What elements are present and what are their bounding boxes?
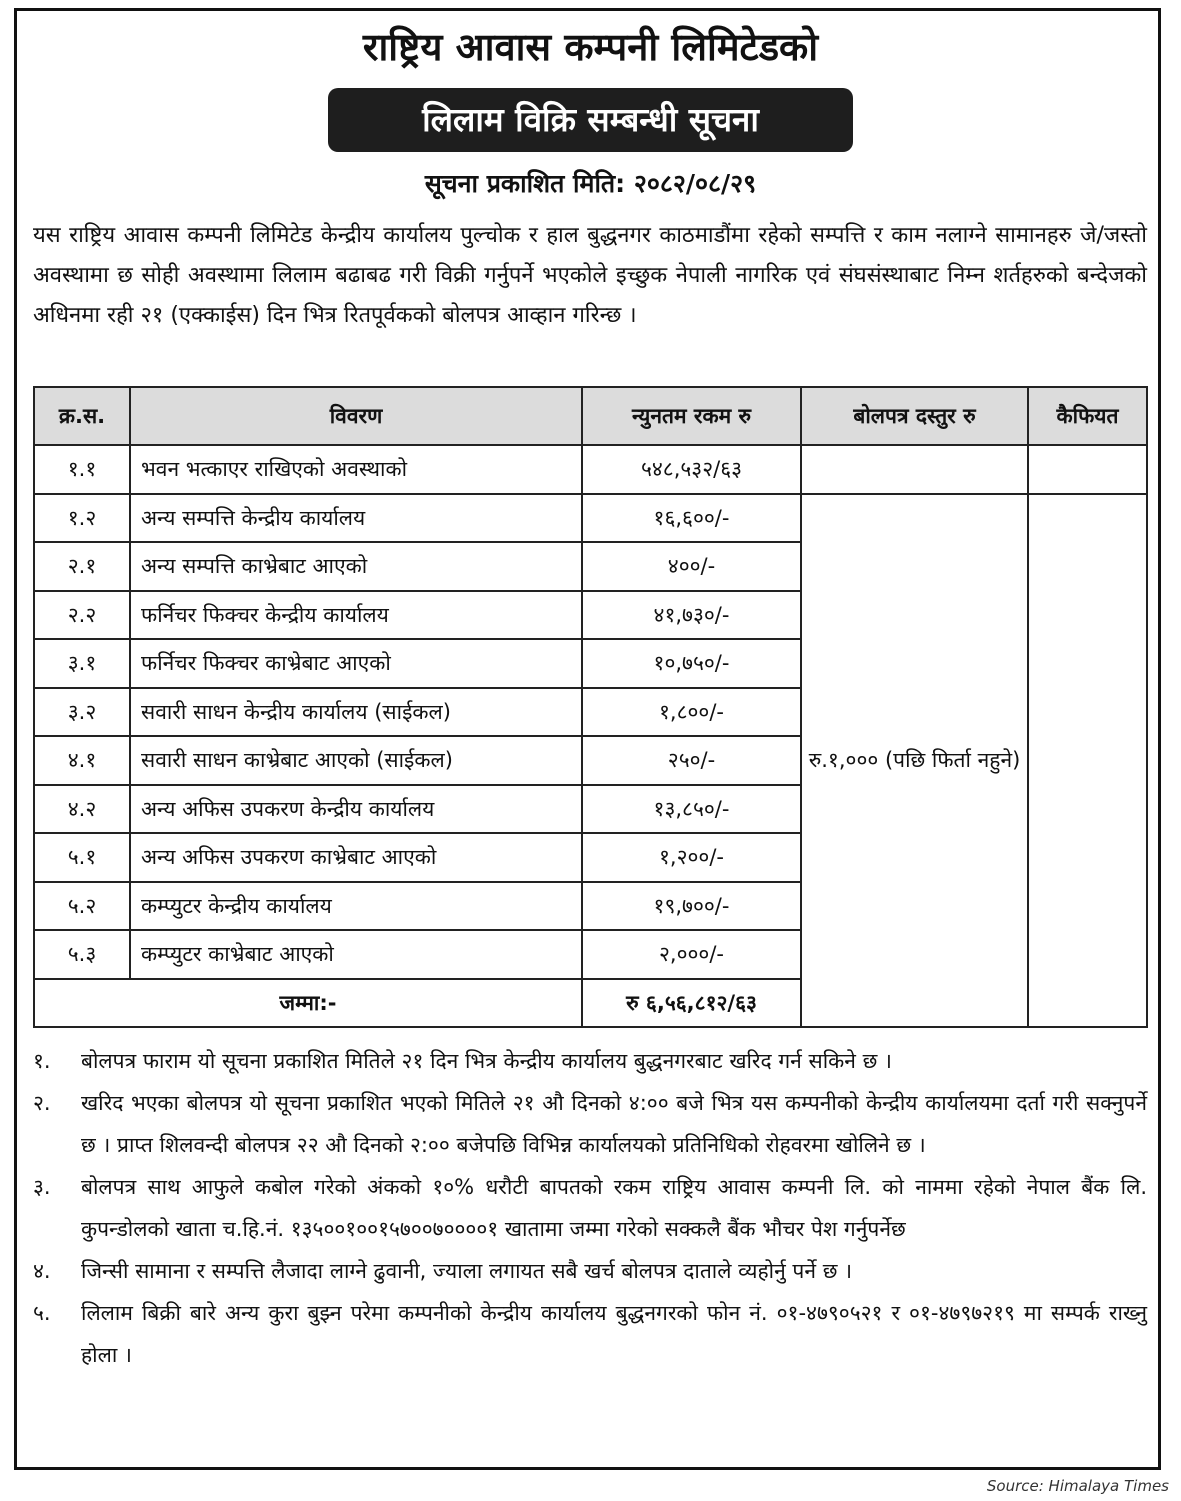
org-title: राष्ट्रिय आवास कम्पनी लिमिटेडको <box>362 25 819 69</box>
term-number: २. <box>33 1091 51 1115</box>
table-row <box>34 445 1147 494</box>
row-sn: २.१ <box>34 542 130 591</box>
row-description: फर्निचर फिक्चर केन्द्रीय कार्यालय <box>130 591 582 640</box>
row-fee-empty <box>801 445 1028 494</box>
bid-fee-cell: रु.१,००० (पछि फिर्ता नहुने) <box>801 494 1028 1028</box>
col-header-min-amount: न्युनतम रकम रु <box>582 387 801 445</box>
row-description: अन्य सम्पत्ति केन्द्रीय कार्यालय <box>130 494 582 543</box>
term-item <box>33 1166 1147 1250</box>
row-description: सवारी साधन काभ्रेबाट आएको (साईकल) <box>130 736 582 785</box>
term-text: लिलाम बिक्री बारे अन्य कुरा बुझ्न परेमा कम्पनीको केन्द्रीय कार्यालय बुद्धनगरको फोन नं. ०१-४७९०५२१ र ०१-४७९७२१९ मा सम्पर्क राख्नु होला । <box>81 1301 1147 1367</box>
row-sn: १.२ <box>34 494 130 543</box>
row-description: सवारी साधन केन्द्रीय कार्यालय (साईकल) <box>130 688 582 737</box>
term-number: ४. <box>33 1259 51 1283</box>
col-header-description: विवरण <box>130 387 582 445</box>
row-amount: १,८००/- <box>582 688 801 737</box>
term-item <box>33 1040 1147 1082</box>
row-description: कम्प्युटर केन्द्रीय कार्यालय <box>130 882 582 931</box>
row-sn: १.१ <box>34 445 130 494</box>
row-description: अन्य सम्पत्ति काभ्रेबाट आएको <box>130 542 582 591</box>
row-amount: १०,७५०/- <box>582 639 801 688</box>
row-amount: ४१,७३०/- <box>582 591 801 640</box>
total-value: रु ६,५६,८१२/६३ <box>582 979 801 1028</box>
term-item <box>33 1250 1147 1292</box>
row-amount: १,२००/- <box>582 833 801 882</box>
row-description: कम्प्युटर काभ्रेबाट आएको <box>130 930 582 979</box>
row-sn: ३.१ <box>34 639 130 688</box>
row-amount: ४००/- <box>582 542 801 591</box>
row-sn: २.२ <box>34 591 130 640</box>
row-sn: ३.२ <box>34 688 130 737</box>
row-remarks-empty <box>1028 445 1147 494</box>
row-amount: १६,६००/- <box>582 494 801 543</box>
term-text: बोलपत्र साथ आफुले कबोल गरेको अंकको १०% धरौटी बापतको रकम राष्ट्रिय आवास कम्पनी लि. को नाममा रहेको नेपाल बैंक लि. कुपन्डोलको खाता च.हि.नं. १३५००१००१५७००७००००१ खातामा जम्मा गरेको सक्कलै बैंक भौचर पेश गर्नुपर्नेछ <box>81 1175 1147 1241</box>
row-description: अन्य अफिस उपकरण काभ्रेबाट आएको <box>130 833 582 882</box>
remarks-cell <box>1028 494 1147 1028</box>
row-amount: १९,७००/- <box>582 882 801 931</box>
col-header-sn: क्र.स. <box>34 387 130 445</box>
term-item <box>33 1082 1147 1166</box>
col-header-remarks: कैफियत <box>1028 387 1147 445</box>
table-header-row <box>34 387 1147 445</box>
term-text: बोलपत्र फाराम यो सूचना प्रकाशित मितिले २१ दिन भित्र केन्द्रीय कार्यालय बुद्धनगरबाट खरिद गर्न सकिने छ । <box>81 1049 892 1073</box>
term-number: ५. <box>33 1301 51 1325</box>
row-sn: ४.१ <box>34 736 130 785</box>
col-header-bid-fee: बोलपत्र दस्तुर रु <box>801 387 1028 445</box>
intro-paragraph: यस राष्ट्रिय आवास कम्पनी लिमिटेड केन्द्रीय कार्यालय पुल्चोक र हाल बुद्धनगर काठमाडौंमा रहेको सम्पत्ति र काम नलाग्ने सामानहरु जे/जस्तो अवस्थामा छ सोही अवस्थामा लिलाम बढाबढ गरी विक्री गर्नुपर्ने भएकोले इच्छुक नेपाली नागरिक एवं संघसंस्थाबाट निम्न शर्तहरुको बन्देजको अधिनमा रही २१ (एक्काईस) दिन भित्र रितपूर्वकको बोलपत्र आव्हान गरिन्छ । <box>33 223 1147 328</box>
term-text: जिन्सी सामाना र सम्पत्ति लैजादा लाग्ने ढुवानी, ज्याला लगायत सबै खर्च बोलपत्र दाताले व्यहोर्नु पर्ने छ । <box>81 1259 853 1283</box>
term-text: खरिद भएका बोलपत्र यो सूचना प्रकाशित भएको मितिले २१ औ दिनको ४:०० बजे भित्र यस कम्पनीको केन्द्रीय कार्यालयमा दर्ता गरी सक्नुपर्ने छ । प्राप्त शिलवन्दी बोलपत्र २२ औ दिनको २:०० बजेपछि विभिन्न कार्यालयको प्रतिनिधिको रोहवरमा खोलिने छ । <box>81 1091 1147 1157</box>
row-description: भवन भत्काएर राखिएको अवस्थाको <box>130 445 582 494</box>
row-amount: १३,८५०/- <box>582 785 801 834</box>
notice-title-banner: लिलाम विक्रि सम्बन्धी सूचना <box>328 88 853 152</box>
table-row <box>34 494 1147 543</box>
row-description: अन्य अफिस उपकरण केन्द्रीय कार्यालय <box>130 785 582 834</box>
source-credit: Source: Himalaya Times <box>986 1477 1169 1495</box>
publish-date: सूचना प्रकाशित मिति: २०८२/०८/२९ <box>424 169 757 198</box>
total-label: जम्मा:- <box>34 979 582 1028</box>
auction-items-table <box>33 386 1148 1028</box>
row-sn: ५.३ <box>34 930 130 979</box>
terms-list <box>33 1040 1147 1376</box>
row-amount: २५०/- <box>582 736 801 785</box>
term-number: १. <box>33 1049 51 1073</box>
row-sn: ५.१ <box>34 833 130 882</box>
term-number: ३. <box>33 1175 51 1199</box>
row-sn: ४.२ <box>34 785 130 834</box>
row-sn: ५.२ <box>34 882 130 931</box>
term-item <box>33 1292 1147 1376</box>
row-amount: २,०००/- <box>582 930 801 979</box>
row-description: फर्निचर फिक्चर काभ्रेबाट आएको <box>130 639 582 688</box>
row-amount: ५४८,५३२/६३ <box>582 445 801 494</box>
